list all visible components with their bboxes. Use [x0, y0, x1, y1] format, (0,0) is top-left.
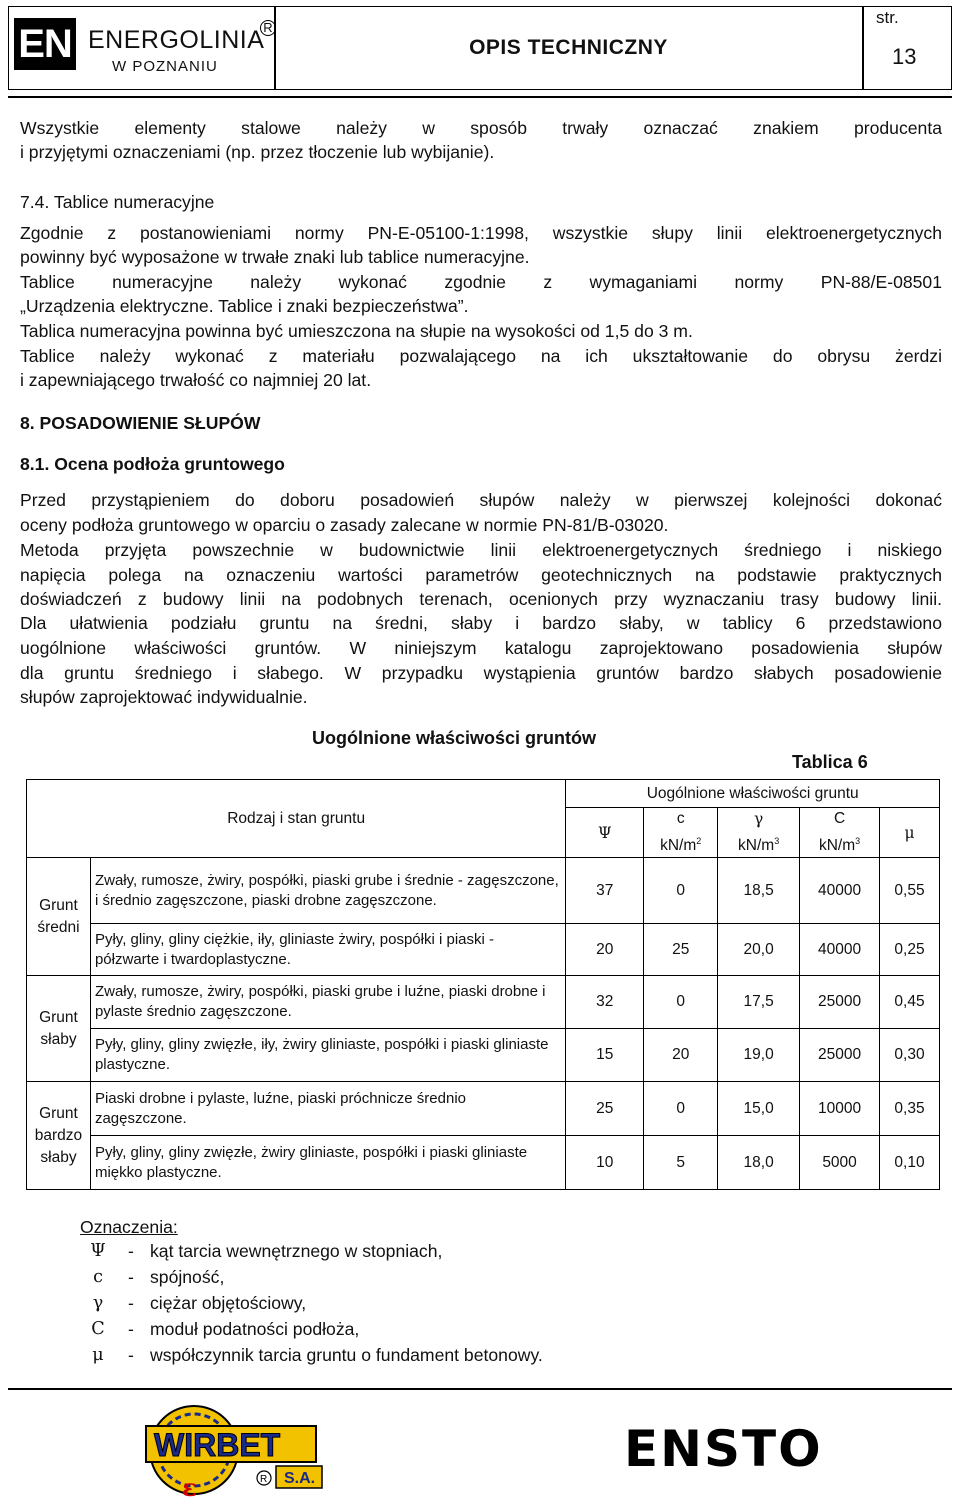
- page-number: 13: [892, 44, 917, 69]
- section-heading-8-1: 8.1. Ocena podłoża gruntowego: [20, 454, 285, 474]
- text-line: powinny być wyposażone w trwałe znaki lub tablice numeracyjne.: [20, 247, 530, 267]
- value-mu: 0,30: [880, 1029, 940, 1082]
- text-line: i przyjętymi oznaczeniami (np. przez tłoczenie lub wybijanie).: [20, 142, 495, 162]
- value-gamma: 18,5: [718, 858, 800, 924]
- text-line: Zgodnie z postanowieniami normy PN-E-05100-1:1998, wszystkie słupy linii elektroenergetycznych: [20, 223, 942, 243]
- logo-badge: EN: [14, 18, 76, 70]
- soil-description: Piaski drobne i pylaste, luźne, piaski próchnicze średnio zagęszczone.: [90, 1082, 565, 1136]
- table-caption: Uogólnione właściwości gruntów: [312, 728, 597, 748]
- document-title: OPIS TECHNICZNY: [469, 36, 668, 59]
- text-line: Przed przystąpieniem do doboru posadowień słupów należy w pierwszej kolejności dokonać: [20, 490, 942, 510]
- table-row: [27, 924, 940, 976]
- text-line: uogólnione właściwości gruntów. W niniejszym katalogu zaprojektowano posadowienia słupów: [20, 638, 942, 658]
- header-soil-properties: Uogólnione właściwości gruntu: [566, 780, 940, 808]
- legend-title: Oznaczenia:: [80, 1217, 178, 1237]
- legend-symbol: μ: [92, 1345, 104, 1365]
- legend-definition: ciężar objętościowy,: [150, 1293, 307, 1313]
- value-C: 5000: [800, 1136, 880, 1190]
- header-psi: Ψ: [566, 808, 644, 858]
- value-psi: 20: [566, 924, 644, 976]
- text-line: Tablica numeracyjna powinna być umieszczona na słupie na wysokości od 1,5 do 3 m.: [20, 321, 693, 341]
- paragraph-marking: [20, 116, 942, 141]
- registered-mark: R: [260, 20, 276, 36]
- wirbet-sa: S.A.: [284, 1470, 316, 1487]
- soil-description: Zwały, rumosze, żwiry, pospółki, piaski grube i średnie - zagęszczone, i średnio zagęszczone, piaski drobne zagęszczone.: [90, 858, 565, 924]
- ensto-wordmark: ENSTO: [624, 1420, 823, 1478]
- text-line: Tablice numeracyjne należy wykonać zgodnie z wymaganiami normy PN-88/E-08501: [20, 272, 942, 292]
- value-c: 25: [644, 924, 718, 976]
- soil-properties-table: [26, 779, 940, 1190]
- page-label: str.: [876, 8, 899, 27]
- table-row: [27, 1029, 940, 1082]
- legend-definition: spójność,: [150, 1267, 225, 1287]
- legend-symbol: c: [93, 1267, 103, 1287]
- soil-description: Zwały, rumosze, żwiry, pospółki, piaski grube i luźne, piaski drobne i pylaste średnio zagęszczone.: [90, 976, 565, 1029]
- table-row: [27, 976, 940, 1029]
- legend-symbol: γ: [92, 1293, 104, 1313]
- soil-description: Pyły, gliny, gliny ciężkie, iły, gliniaste żwiry, pospółki i piaski - półzwarte i twardoplastyczne.: [90, 924, 565, 976]
- brand-subtitle: W POZNANIU: [112, 58, 218, 75]
- value-c: 0: [644, 976, 718, 1029]
- header-divider: [862, 6, 864, 90]
- group-label: Grunt średni: [27, 858, 91, 976]
- page-header: [8, 6, 952, 90]
- table-row: [27, 1082, 940, 1136]
- header-soil-kind: Rodzaj i stan gruntu: [27, 780, 566, 858]
- text-line: doświadczeń z budowy linii na podobnych terenach, ocenionych przy wyznaczaniu trasy budowy linii.: [20, 589, 942, 609]
- legend-item: γ - ciężar objętościowy,: [0, 1290, 960, 1316]
- value-C: 25000: [800, 1029, 880, 1082]
- wirbet-wordmark: WIRBET: [154, 1427, 281, 1463]
- value-psi: 25: [566, 1082, 644, 1136]
- legend-item: C - moduł podatności podłoża,: [0, 1316, 960, 1342]
- wirbet-e-glyph: ε: [182, 1473, 197, 1502]
- ensto-logo: [620, 1418, 916, 1478]
- value-c: 0: [644, 858, 718, 924]
- section-heading-7-4: 7.4. Tablice numeracyjne: [20, 192, 215, 212]
- value-psi: 10: [566, 1136, 644, 1190]
- soil-description: Pyły, gliny, gliny zwięzłe, żwiry gliniaste, pospółki i piaski gliniaste miękko plastyczne.: [90, 1136, 565, 1190]
- legend-symbol: C: [91, 1319, 105, 1339]
- group-label: Grunt bardzo słaby: [27, 1082, 91, 1190]
- text-line: Wszystkie elementy stalowe należy w sposób trwały oznaczać znakiem producenta: [20, 118, 942, 138]
- group-label: Grunt słaby: [27, 976, 91, 1082]
- section-heading-8: 8. POSADOWIENIE SŁUPÓW: [20, 413, 261, 433]
- value-gamma: 17,5: [718, 976, 800, 1029]
- text-line: dla gruntu średniego i słabego. W przypadku wystąpienia gruntów bardzo słabych posadowienie: [20, 663, 942, 683]
- value-mu: 0,35: [880, 1082, 940, 1136]
- value-C: 40000: [800, 858, 880, 924]
- text-line: Metoda przyjęta powszechnie w budownictwie linii elektroenergetycznych średniego i niskiego: [20, 540, 942, 560]
- value-C: 10000: [800, 1082, 880, 1136]
- header-gamma: γ $kN/m^3$: [718, 808, 800, 858]
- footer-rule: [8, 1388, 952, 1390]
- legend-definition: moduł podatności podłoża,: [150, 1319, 360, 1339]
- value-psi: 15: [566, 1029, 644, 1082]
- legend-symbol: Ψ: [90, 1241, 106, 1261]
- legend-definition: współczynnik tarcia gruntu o fundament betonowy.: [150, 1345, 543, 1365]
- header-rule: [8, 96, 952, 98]
- text-line: Tablice należy wykonać z materiału pozwalającego na ich ukształtowanie do obrysu żerdzi: [20, 346, 942, 366]
- wirbet-logo: [140, 1396, 370, 1504]
- legend-list: [0, 1238, 960, 1378]
- value-c: 5: [644, 1136, 718, 1190]
- text-line: napięcia polega na oznaczeniu wartości parametrów geotechnicznych na podstawie praktycznych: [20, 565, 942, 585]
- value-gamma: 20,0: [718, 924, 800, 976]
- legend-item: c - spójność,: [0, 1264, 960, 1290]
- table-row: [27, 1136, 940, 1190]
- text-line: oceny podłoża gruntowego w oparciu o zasady zalecane w normie PN-81/B-03020.: [20, 515, 669, 535]
- value-gamma: 15,0: [718, 1082, 800, 1136]
- value-c: 0: [644, 1082, 718, 1136]
- value-mu: 0,55: [880, 858, 940, 924]
- value-mu: 0,45: [880, 976, 940, 1029]
- soil-description: Pyły, gliny, gliny zwięzłe, iły, żwiry gliniaste, pospółki i piaski gliniaste plastyczne.: [90, 1029, 565, 1082]
- value-psi: 32: [566, 976, 644, 1029]
- text-line: i zapewniającego trwałość co najmniej 20 lat.: [20, 370, 372, 390]
- text-line: Dla ułatwienia podziału gruntu na średni, słaby i bardzo słaby, w tablicy 6 przedstawiono: [20, 613, 942, 633]
- brand-name: ENERGOLINIA: [88, 26, 265, 54]
- value-c: 20: [644, 1029, 718, 1082]
- value-gamma: 18,0: [718, 1136, 800, 1190]
- legend-item: μ - współczynnik tarcia gruntu o fundament betonowy.: [0, 1342, 960, 1368]
- value-C: 40000: [800, 924, 880, 976]
- wirbet-logo-graphic: [140, 1396, 370, 1504]
- legend-item: Ψ - kąt tarcia wewnętrznego w stopniach,: [0, 1238, 960, 1264]
- value-psi: 37: [566, 858, 644, 924]
- value-gamma: 19,0: [718, 1029, 800, 1082]
- table-label: Tablica 6: [792, 752, 868, 772]
- value-mu: 0,25: [880, 924, 940, 976]
- table-row: [27, 858, 940, 924]
- text-line: słupów zaprojektować indywidualnie.: [20, 687, 308, 707]
- header-modulus: C $kN/m^3$: [800, 808, 880, 858]
- header-cohesion: c $kN/m^2$: [644, 808, 718, 858]
- header-mu: μ: [880, 808, 940, 858]
- value-C: 25000: [800, 976, 880, 1029]
- ensto-logo-graphic: [620, 1418, 916, 1478]
- text-line: „Urządzenia elektryczne. Tablice i znaki bezpieczeństwa”.: [20, 296, 469, 316]
- wirbet-registered-mark: R: [260, 1474, 268, 1485]
- value-mu: 0,10: [880, 1136, 940, 1190]
- legend-definition: kąt tarcia wewnętrznego w stopniach,: [150, 1241, 443, 1261]
